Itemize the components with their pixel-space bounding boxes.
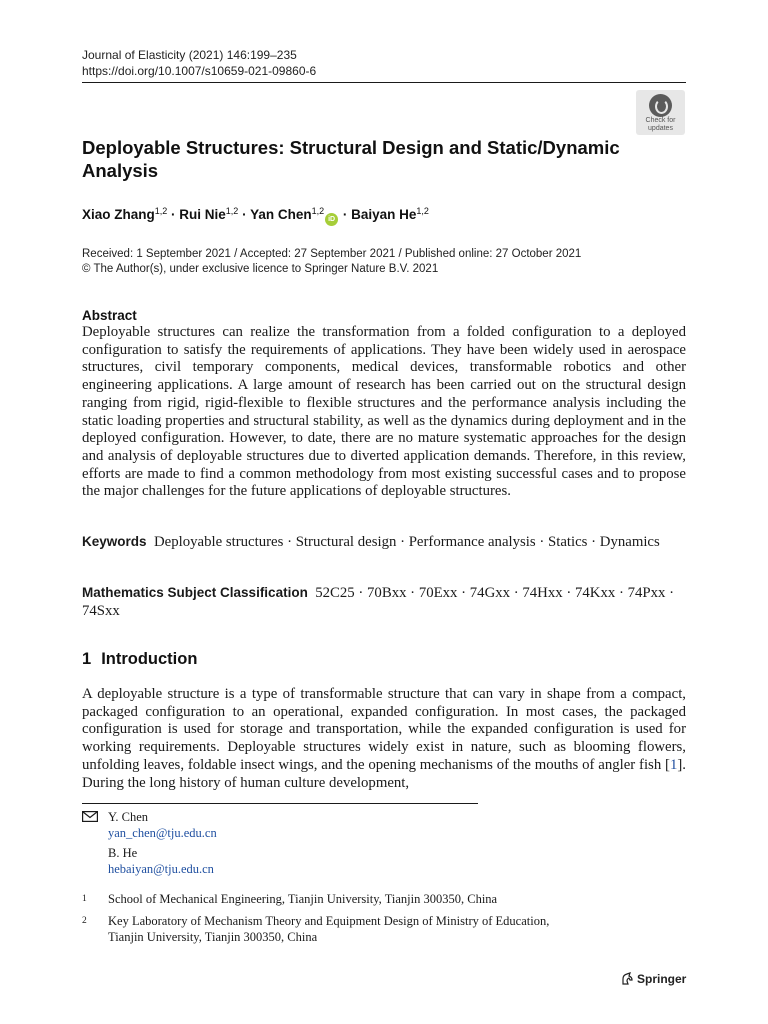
introduction-text: [82, 686, 686, 792]
author-name[interactable]: Yan Chen: [250, 207, 312, 222]
section-title: Introduction: [101, 650, 198, 668]
author-affiliation: 1,2: [416, 206, 429, 216]
journal-header: [82, 47, 316, 79]
springer-horse-icon: [620, 972, 634, 986]
abstract-text: Deployable structures can realize the transformation from a folded configuration to a deployed configuration to satisfy the requirements of applications. They have been widely used in aerospace structures, civil temporary components, medical devices, transformable robotics and other engineering applications. A large amount of research has been carried out on the structural design ranging from rigid, rigid-flexible to flexible structures and the performance analysis including the static loading properties and structural stability, as well as the dynamics during deployment and in the deployed configuration. However, to date, there are no mature systematic approaches for the design and analysis of deployable structures due to diverted application demands. Therefore, in this review, efforts are made to find a common methodology from most existing successful cases and to propose the major challenges for the future applications of deployable structures.: [82, 324, 686, 500]
intro-paragraph-end: ]. During the long history of human culture development,: [82, 756, 686, 791]
author-affiliation: 1,2: [225, 206, 239, 216]
author-separator: ·: [339, 207, 352, 222]
author-name[interactable]: Xiao Zhang: [82, 207, 155, 222]
check-for-updates-icon: [649, 94, 672, 117]
intro-paragraph: A deployable structure is a type of transformable structure that can vary in shape from a compact, packaged configuration to an operational, expanded configuration. In most cases, the packaged configuration is used for storage and transportation, while the expanded configuration is used for working requirements. Deployable structures widely exist in nature, such as blooming flowers, unfolding leaves, foldable insect wings, and the opening mechanisms of the mouths of angler fish [: [82, 686, 686, 773]
paper-title: Deployable Structures: Structural Design and Static/Dynamic Analysis: [82, 137, 620, 181]
section-number: 1: [82, 650, 92, 668]
publisher-logo: [620, 972, 686, 986]
keywords: [82, 533, 686, 552]
contact-block: [108, 810, 217, 877]
keywords-text: Deployable structures · Structural design · Performance analysis · Statics · Dynamics: [153, 534, 660, 550]
abstract-heading: Abstract: [82, 308, 137, 323]
copyright-line: © The Author(s), under exclusive licence to Springer Nature B.V. 2021: [82, 263, 439, 275]
msc-label: Mathematics Subject Classification: [82, 585, 308, 600]
keywords-label: Keywords: [82, 534, 147, 549]
dates-line: Received: 1 September 2021 / Accepted: 27 September 2021 / Published online: 27 October 2021: [82, 248, 582, 260]
author-separator: ·: [167, 207, 180, 222]
affiliation-number: 2: [82, 916, 87, 926]
check-for-updates-badge[interactable]: [636, 90, 685, 135]
orcid-icon[interactable]: iD: [325, 213, 338, 226]
affiliation-line: Tianjin University, Tianjin 300350, China: [108, 929, 318, 944]
affiliation-line: Key Laboratory of Mechanism Theory and Equipment Design of Ministry of Education,: [108, 914, 550, 928]
author-separator: ·: [238, 207, 251, 222]
affiliation-text: School of Mechanical Engineering, Tianjin University, Tianjin 300350, China: [108, 892, 498, 906]
doi-link[interactable]: https://doi.org/10.1007/s10659-021-09860-6: [82, 64, 317, 78]
publisher-name: Springer: [637, 972, 687, 986]
affiliation-text: [108, 914, 549, 945]
envelope-icon: [82, 811, 98, 822]
citation-link[interactable]: 1: [669, 756, 678, 773]
badge-line1: Check for: [645, 117, 676, 124]
badge-line2: updates: [648, 124, 673, 132]
msc-text: 52C25 · 70Bxx · 70Exx · 74Gxx · 74Hxx · 74Kxx · 74Pxx · 74Sxx: [82, 585, 675, 619]
footnote-rule: [82, 803, 478, 804]
author-name[interactable]: Baiyan He: [351, 207, 417, 222]
author-affiliation: 1,2: [154, 206, 168, 216]
contact-name: B. He: [108, 846, 138, 860]
publication-dates: [82, 247, 581, 277]
contact-email[interactable]: hebaiyan@tju.edu.cn: [108, 861, 214, 876]
journal-citation: Journal of Elasticity (2021) 146:199–235: [82, 48, 297, 62]
author-list: [82, 206, 429, 226]
author-name[interactable]: Rui Nie: [179, 207, 226, 222]
msc-classification: [82, 584, 686, 620]
affiliation-number: 1: [82, 894, 87, 904]
contact-email[interactable]: yan_chen@tju.edu.cn: [108, 825, 217, 840]
header-rule: [82, 82, 686, 83]
author-affiliation: 1,2: [311, 206, 325, 216]
section-heading: [82, 650, 197, 669]
contact-name: Y. Chen: [108, 810, 149, 824]
